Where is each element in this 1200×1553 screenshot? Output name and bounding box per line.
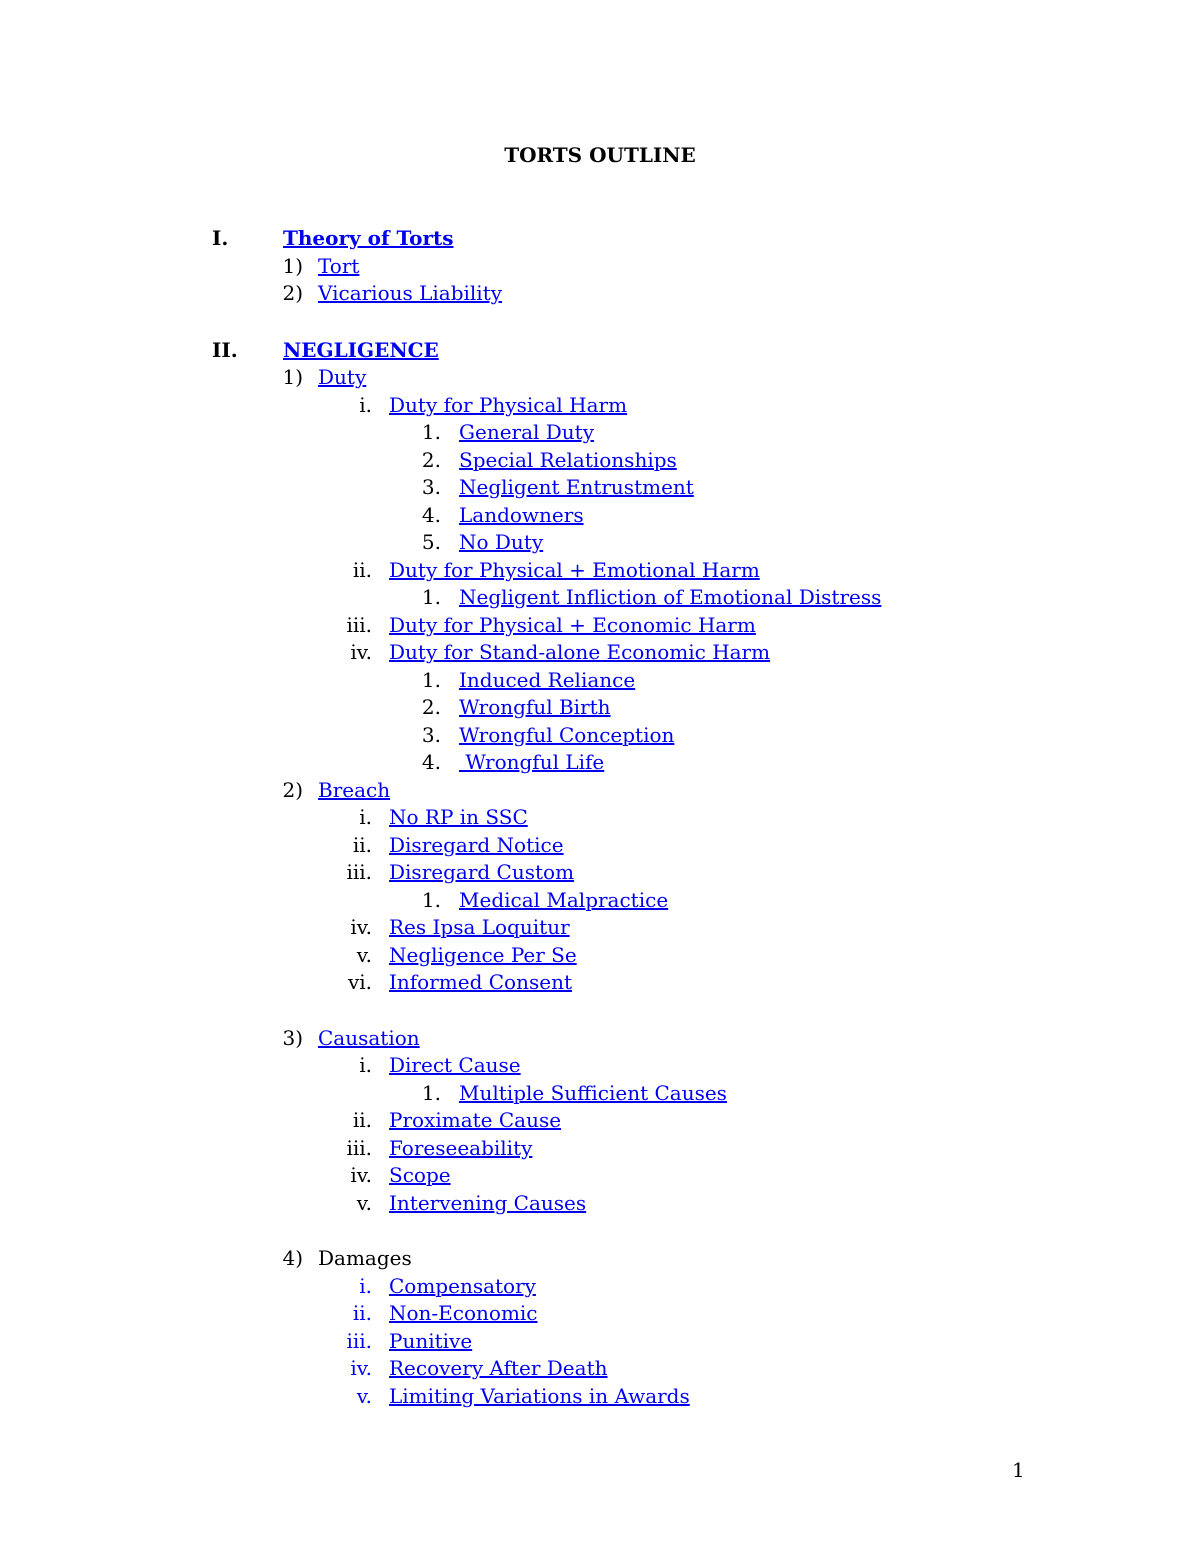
outline-item [0,1052,1200,1078]
outline-item-number: 2) [282,281,303,305]
outline-item [0,1135,1200,1161]
outline-item-number: v. [356,1384,372,1408]
outline-item [0,337,1200,363]
outline-item [0,1355,1200,1381]
outline-item [0,804,1200,830]
outline-item-number: II. [212,338,238,362]
outline-link[interactable]: Duty for Stand-alone Economic Harm [389,640,771,664]
outline-link[interactable]: Theory of Torts [283,226,454,250]
outline-item-number: ii. [352,558,372,582]
outline-link[interactable]: Induced Reliance [459,668,636,692]
outline-item-number: 1. [421,668,441,692]
outline-item [0,253,1200,279]
outline-link[interactable]: Compensatory [389,1274,536,1298]
outline-link[interactable]: Wrongful Birth [459,695,611,719]
outline-link[interactable]: Duty [318,365,367,389]
outline-link[interactable]: No RP in SSC [389,805,528,829]
outline-item-number: ii. [352,833,372,857]
outline-link[interactable]: Non-Economic [389,1301,538,1325]
outline-link[interactable]: Negligent Entrustment [459,475,694,499]
outline-link[interactable]: Vicarious Liability [318,281,503,305]
outline-item-number: v. [356,943,372,967]
outline-link[interactable]: Foreseeability [389,1136,533,1160]
outline-link[interactable]: Disregard Notice [389,833,564,857]
outline-item-number: 4. [421,503,441,527]
outline-item [0,1162,1200,1188]
outline-link[interactable]: Negligence Per Se [389,943,577,967]
outline-item-number: 2) [282,778,303,802]
outline-link[interactable]: Limiting Variations in Awards [389,1384,690,1408]
outline-item-number: iii. [346,860,372,884]
outline-item-number: 1. [421,1081,441,1105]
outline-heading: Damages [318,1246,412,1270]
outline-item [0,280,1200,306]
document-title: TORTS OUTLINE [504,143,696,167]
outline-item [0,942,1200,968]
outline-item [0,1190,1200,1216]
outline-item-number: ii. [352,1301,372,1325]
outline-link[interactable]: Special Relationships [459,448,677,472]
outline-link[interactable]: No Duty [459,530,544,554]
outline-item-number: i. [359,393,372,417]
outline-link[interactable]: Negligent Infliction of Emotional Distress [459,585,882,609]
outline-link[interactable]: Duty for Physical + Economic Harm [389,613,756,637]
outline-item-number: 3) [282,1026,303,1050]
outline-item [0,447,1200,473]
outline-item-number: 1. [421,420,441,444]
outline-item [0,832,1200,858]
outline-link[interactable]: Medical Malpractice [459,888,669,912]
outline-link[interactable]: Landowners [459,503,584,527]
outline-item [0,502,1200,528]
outline-item [0,474,1200,500]
outline-link[interactable]: Wrongful Life [459,750,605,774]
outline-item [0,1025,1200,1051]
outline-item-number: 1) [282,365,303,389]
outline-item [0,1383,1200,1409]
outline-item [0,1107,1200,1133]
outline-item-number: 2. [421,448,441,472]
outline-item [0,1245,1200,1271]
outline-item-number: 1. [421,585,441,609]
outline-item-number: 2. [421,695,441,719]
outline-item-number: I. [212,226,229,250]
outline-item-number: iii. [346,1136,372,1160]
outline-link[interactable]: Punitive [389,1329,473,1353]
outline-item [0,529,1200,555]
outline-link[interactable]: Duty for Physical + Emotional Harm [389,558,760,582]
outline-link[interactable]: Multiple Sufficient Causes [459,1081,727,1105]
outline-item-number: 4. [421,750,441,774]
outline-item [0,749,1200,775]
outline-item [0,887,1200,913]
outline-item [0,694,1200,720]
outline-link[interactable]: Scope [389,1163,451,1187]
outline-item [0,557,1200,583]
outline-item [0,914,1200,940]
outline-item-number: iv. [350,640,372,664]
outline-item [0,584,1200,610]
page-number: 1 [1012,1458,1025,1482]
outline-item [0,777,1200,803]
outline-item [0,639,1200,665]
outline-item [0,1328,1200,1354]
outline-link[interactable]: NEGLIGENCE [283,338,439,362]
outline-link[interactable]: Disregard Custom [389,860,575,884]
outline-item-number: 4) [282,1246,303,1270]
outline-link[interactable]: Causation [318,1026,420,1050]
outline-item-number: iii. [346,1329,372,1353]
outline-item [0,419,1200,445]
outline-item-number: 1. [421,888,441,912]
outline-item-number: v. [356,1191,372,1215]
outline-item-number: 3. [421,723,441,747]
outline-item-number: 5. [421,530,441,554]
outline-item-number: iii. [346,613,372,637]
outline-item-number: iv. [350,915,372,939]
outline-link[interactable]: Duty for Physical Harm [389,393,628,417]
outline-item-number: 1) [282,254,303,278]
outline-item [0,612,1200,638]
outline-item [0,1273,1200,1299]
outline-item [0,969,1200,995]
outline-item [0,722,1200,748]
outline-item [0,1300,1200,1326]
outline-link[interactable]: Wrongful Conception [459,723,675,747]
outline-item-number: ii. [352,1108,372,1132]
outline-item-number: i. [359,805,372,829]
outline-item [0,1080,1200,1106]
outline-link[interactable]: Informed Consent [389,970,572,994]
outline-link[interactable]: Recovery After Death [389,1356,608,1380]
outline-item-number: iv. [350,1356,372,1380]
outline-item [0,364,1200,390]
outline-item-number: iv. [350,1163,372,1187]
outline-link[interactable]: General Duty [459,420,595,444]
outline-item-number: 3. [421,475,441,499]
outline-link[interactable]: Res Ipsa Loquitur [389,915,570,939]
outline-item-number: i. [359,1274,372,1298]
outline-item [0,859,1200,885]
outline-link[interactable]: Intervening Causes [389,1191,587,1215]
outline-item-number: vi. [347,970,372,994]
outline-link[interactable]: Direct Cause [389,1053,521,1077]
outline-item [0,392,1200,418]
outline-item [0,225,1200,251]
outline-link[interactable]: Tort [318,254,360,278]
outline-item-number: i. [359,1053,372,1077]
outline-item [0,667,1200,693]
outline-link[interactable]: Proximate Cause [389,1108,562,1132]
outline-link[interactable]: Breach [318,778,391,802]
